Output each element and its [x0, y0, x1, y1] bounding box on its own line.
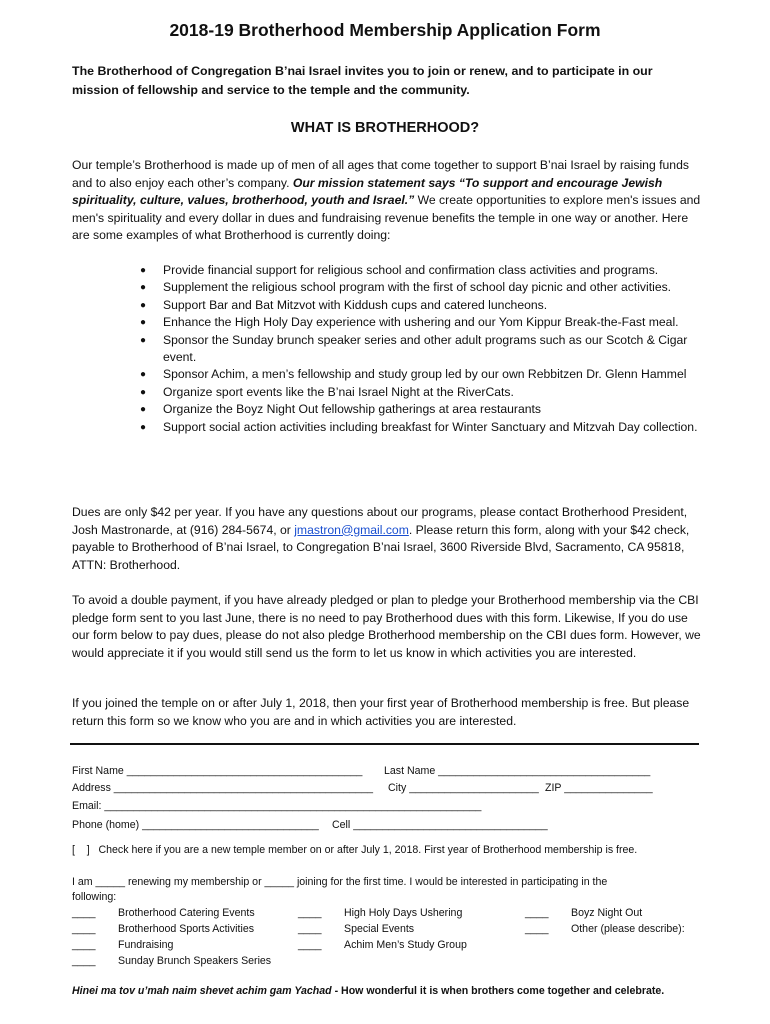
interest-blank[interactable]: ____ — [525, 923, 549, 935]
list-item: ● Enhance the High Holy Day experience with ushering and our Yom Kippur Break-the-Fast meal. — [140, 314, 710, 331]
section-heading: WHAT IS BROTHERHOOD? — [290, 120, 480, 136]
contact-email-link[interactable]: jmastron@gmail.com — [294, 522, 409, 537]
dues-sep: , or — [273, 522, 295, 537]
intro-text: The Brotherhood of Congregation B’nai Israel invites you to join or renew, and to participate in our mission of fellowship and service to the temple and the community. — [72, 64, 653, 97]
cell-field[interactable]: Cell _________________________________ — [332, 819, 548, 831]
page-title: 2018-19 Brotherhood Membership Application Form — [169, 20, 601, 40]
list-item: ● Support social action activities including breakfast for Winter Sanctuary and Mitzvah Day collection. — [140, 419, 710, 436]
interest-ushering: High Holy Days Ushering — [344, 907, 463, 919]
address-field[interactable]: Address ____________________________________________ — [72, 782, 374, 794]
new-member-paragraph: If you joined the temple on or after July 1, 2018, then your first year of Brotherhood membership is free. But please return this form so we know who you are and in which activities you are interested. — [72, 696, 690, 728]
interest-catering: Brotherhood Catering Events — [118, 907, 255, 919]
closing-hebrew: Hinei ma tov u’mah naim shevet achim gam Yachad — [72, 985, 332, 997]
pledge-paragraph: To avoid a double payment, if you have already pledged or plan to pledge your Brotherhood membership via the CBI pledge form sent to you last June, there is no need to pay Brotherhood dues with this form. Likewise, If you do use our form below to pay dues, please do not also pledge Brotherhood membership on the CBI dues form. However, we would appreciate it if you would still send us the form to let us know in which activities you are interested. — [72, 593, 701, 660]
interest-achim: Achim Men’s Study Group — [344, 939, 467, 951]
list-item: ● Sponsor the Sunday brunch speaker series and other adult programs such as our Scotch & Cigar event. — [140, 332, 710, 367]
first-name-field[interactable]: First Name ________________________________________ — [72, 765, 363, 777]
section-divider — [70, 743, 699, 745]
list-item: ● Sponsor Achim, a men’s fellowship and study group led by our own Rebbitzen Dr. Glenn Hammel — [140, 366, 710, 383]
dues-text-1: Dues are only $42 per year. If you have any questions about our programs, please contact Brotherhood President, Josh Mastronarde, at — [72, 505, 688, 537]
interest-blank[interactable]: ____ — [72, 923, 96, 935]
membership-status-line[interactable]: I am _____ renewing my membership or _____ joining for the first time. I would be interested in participating in the — [72, 876, 608, 888]
list-item: ● Organize the Boyz Night Out fellowship gatherings at area restaurants — [140, 401, 710, 418]
new-member-checkbox[interactable]: [ ] Check here if you are a new temple member on or after July 1, 2018. First year of Brotherhood membership is free. — [72, 844, 638, 856]
list-item: ● Organize sport events like the B’nai Israel Night at the RiverCats. — [140, 384, 710, 401]
interest-other: Other (please describe): — [571, 923, 685, 935]
list-item: ● Support Bar and Bat Mitzvot with Kiddush cups and catered luncheons. — [140, 297, 710, 314]
interest-fundraising: Fundraising — [118, 939, 174, 951]
phone-home-field[interactable]: Phone (home) ______________________________ — [72, 819, 319, 831]
interest-blank[interactable]: ____ — [298, 923, 322, 935]
zip-field[interactable]: ZIP _______________ — [545, 782, 653, 794]
dues-paragraph — [72, 504, 702, 574]
closing-translation: - How wonderful it is when brothers come together and celebrate. — [331, 985, 665, 997]
city-field[interactable]: City ______________________ — [388, 782, 539, 794]
interest-blank[interactable]: ____ — [72, 955, 96, 967]
about-text-1: Our temple’s Brotherhood is made up of men of all ages that come together to support B’nai Israel by raising funds and to also enjoy each other’s company. — [72, 158, 689, 190]
contact-phone: (916) 284-5674 — [189, 522, 274, 537]
last-name-field[interactable]: Last Name ____________________________________ — [384, 765, 651, 777]
interest-special-events: Special Events — [344, 923, 415, 935]
activities-list — [140, 262, 710, 436]
mission-statement: Our mission statement says “To support and encourage Jewish spirituality, culture, values, brotherhood, youth and Israel.” — [72, 175, 663, 208]
email-field[interactable]: Email: ________________________________________________________________ — [72, 800, 482, 812]
dues-text-2: . Please return this form, along with your $42 check, payable to Brotherhood of B’nai Israel, to Congregation B’nai Israel, 3600 Riverside Blvd, Sacramento, CA 95818, ATTN: Brotherhood. — [72, 522, 690, 572]
about-paragraph — [72, 157, 702, 245]
list-item: ● Provide financial support for religious school and confirmation class activities and programs. — [140, 262, 710, 279]
following-label: following: — [72, 891, 117, 903]
interest-blank[interactable]: ____ — [298, 939, 322, 951]
closing-line — [72, 985, 664, 997]
about-text-2: We create opportunities to explore men's issues and men's spirituality and every dollar in dues and fundraising revenue benefits the temple in one way or another. Here are some examples of what Brotherhood is currently doing: — [72, 193, 701, 243]
interest-blank[interactable]: ____ — [525, 907, 549, 919]
interest-blank[interactable]: ____ — [298, 907, 322, 919]
list-item: ● Supplement the religious school program with the first of school day picnic and other activities. — [140, 279, 710, 296]
interest-sports: Brotherhood Sports Activities — [118, 923, 255, 935]
interest-boyz-night: Boyz Night Out — [571, 907, 643, 919]
interest-blank[interactable]: ____ — [72, 907, 96, 919]
interest-blank[interactable]: ____ — [72, 939, 96, 951]
interest-brunch-series: Sunday Brunch Speakers Series — [118, 955, 272, 967]
